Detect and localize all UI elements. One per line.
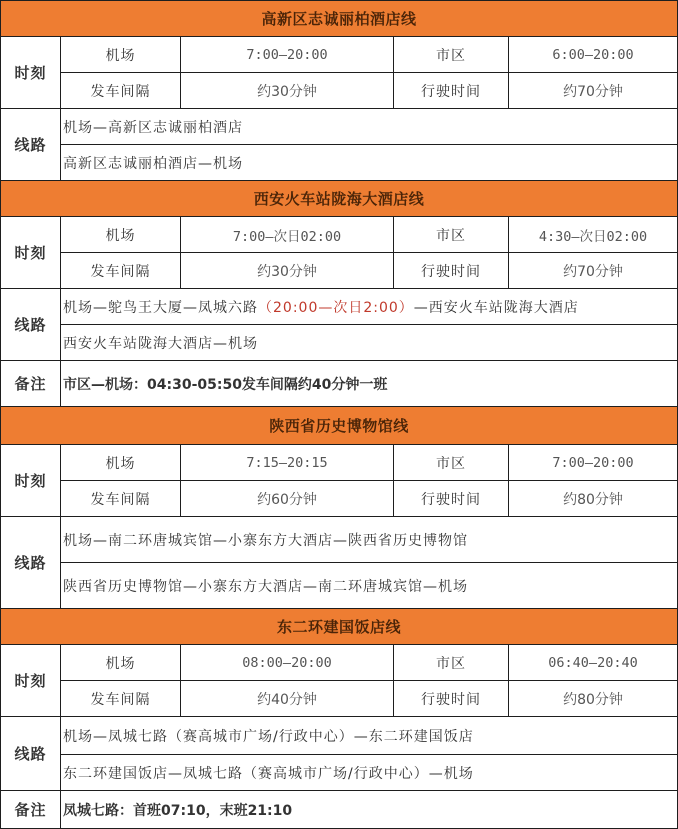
interval-row: [1, 481, 678, 517]
line-header: [1, 407, 678, 445]
route-time-highlight: （20:00—次日2:00）: [258, 299, 414, 316]
travel-time-value: 约70分钟: [509, 73, 678, 109]
airport-label: 机场: [61, 217, 181, 253]
city-time: 6:00—20:00: [509, 37, 678, 73]
route-inbound: 高新区志诚丽柏酒店—机场: [61, 145, 678, 181]
city-label: 市区: [394, 217, 509, 253]
schedule-label: 时刻: [1, 645, 61, 717]
route-label: 线路: [1, 717, 61, 791]
airport-time: 08:00—20:00: [181, 645, 394, 681]
interval-value: 约40分钟: [181, 681, 394, 717]
line-header: [1, 1, 678, 37]
route-row: [1, 563, 678, 609]
route-outbound: 机场—高新区志诚丽柏酒店: [61, 109, 678, 145]
interval-value: 约60分钟: [181, 481, 394, 517]
interval-label: 发车间隔: [61, 481, 181, 517]
schedule-row: [1, 445, 678, 481]
line-header: [1, 181, 678, 217]
interval-label: 发车间隔: [61, 253, 181, 289]
route-inbound: 西安火车站陇海大酒店—机场: [61, 325, 678, 361]
route-text: —西安火车站陇海大酒店: [413, 299, 579, 316]
line-title: 陕西省历史博物馆线: [1, 407, 678, 445]
airport-time: 7:15—20:15: [181, 445, 394, 481]
route-outbound: 机场—南二环唐城宾馆—小寨东方大酒店—陕西省历史博物馆: [61, 517, 678, 563]
note-row: [1, 361, 678, 407]
route-row: [1, 145, 678, 181]
city-label: 市区: [394, 445, 509, 481]
note-label: 备注: [1, 361, 61, 407]
route-inbound: 陕西省历史博物馆—小寨东方大酒店—南二环唐城宾馆—机场: [61, 563, 678, 609]
route-row: [1, 517, 678, 563]
line-title: 东二环建国饭店线: [1, 609, 678, 645]
note-row: [1, 791, 678, 829]
route-row: [1, 325, 678, 361]
travel-time-value: 约70分钟: [509, 253, 678, 289]
route-inbound: 东二环建国饭店—凤城七路（赛高城市广场/行政中心）—机场: [61, 755, 678, 791]
interval-label: 发车间隔: [61, 73, 181, 109]
airport-label: 机场: [61, 37, 181, 73]
travel-time-label: 行驶时间: [394, 481, 509, 517]
city-time: 7:00—20:00: [509, 445, 678, 481]
schedule-label: 时刻: [1, 217, 61, 289]
interval-value: 约30分钟: [181, 73, 394, 109]
travel-time-value: 约80分钟: [509, 681, 678, 717]
travel-time-label: 行驶时间: [394, 681, 509, 717]
route-label: 线路: [1, 109, 61, 181]
line-title: 西安火车站陇海大酒店线: [1, 181, 678, 217]
route-row: [1, 717, 678, 755]
interval-row: [1, 253, 678, 289]
interval-row: [1, 681, 678, 717]
route-row: [1, 289, 678, 325]
route-row: [1, 109, 678, 145]
route-label: 线路: [1, 289, 61, 361]
note-label: 备注: [1, 791, 61, 829]
city-label: 市区: [394, 37, 509, 73]
line-header: [1, 609, 678, 645]
schedule-row: [1, 217, 678, 253]
note-text: 市区—机场：04:30-05:50发车间隔约40分钟一班: [61, 361, 678, 407]
schedule-row: [1, 37, 678, 73]
route-label: 线路: [1, 517, 61, 609]
interval-row: [1, 73, 678, 109]
route-row: [1, 755, 678, 791]
airport-label: 机场: [61, 445, 181, 481]
note-text: 凤城七路：首班07:10，末班21:10: [61, 791, 678, 829]
airport-label: 机场: [61, 645, 181, 681]
city-label: 市区: [394, 645, 509, 681]
line-title: 高新区志诚丽柏酒店线: [1, 1, 678, 37]
interval-label: 发车间隔: [61, 681, 181, 717]
route-outbound: [61, 289, 678, 325]
interval-value: 约30分钟: [181, 253, 394, 289]
route-text: 机场—鸵鸟王大厦—凤城六路: [63, 299, 258, 316]
travel-time-value: 约80分钟: [509, 481, 678, 517]
airport-time: 7:00—次日02:00: [181, 217, 394, 253]
schedule-label: 时刻: [1, 445, 61, 517]
travel-time-label: 行驶时间: [394, 253, 509, 289]
schedule-label: 时刻: [1, 37, 61, 109]
airport-time: 7:00—20:00: [181, 37, 394, 73]
schedule-row: [1, 645, 678, 681]
travel-time-label: 行驶时间: [394, 73, 509, 109]
city-time: 4:30—次日02:00: [509, 217, 678, 253]
route-outbound: 机场—凤城七路（赛高城市广场/行政中心）—东二环建国饭店: [61, 717, 678, 755]
city-time: 06:40—20:40: [509, 645, 678, 681]
